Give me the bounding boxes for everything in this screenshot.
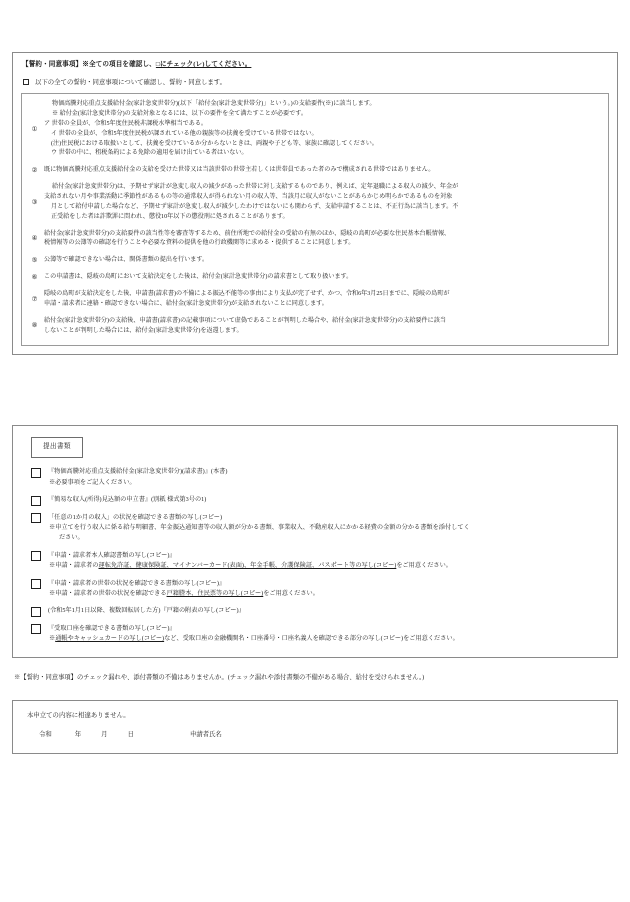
pledge-item-number: ⑤ <box>31 257 38 265</box>
document-text <box>48 513 609 544</box>
pledge-item <box>29 256 601 266</box>
pledge-item-line: 物価高騰対応重点支援給付金(家計急変世帯分)(以下「給付金(家計急変世帯分)」という。)の支給要件(※)に該当します。 <box>52 101 376 108</box>
pledge-item-text <box>44 183 601 222</box>
pledge-item <box>29 100 601 159</box>
pledge-item <box>29 317 601 337</box>
pledge-item-number: ⑥ <box>31 273 38 281</box>
pledge-item-text <box>44 230 601 250</box>
day-label: 日 <box>127 730 134 738</box>
pledge-item-number: ④ <box>31 235 38 243</box>
document-text <box>48 624 609 645</box>
pledge-item-line: この申請書は、隠岐の島町において支給決定をした後は、給付金(家計急変世帯分)の請求書として取り扱います。 <box>44 274 353 281</box>
pledge-item-line: (注)住民税における取扱いとして、扶養を受けているか分からないときは、両親や子ども等、家族に確認してください。 <box>51 140 378 147</box>
signature-statement: 本申立ての内容に相違ありません。 <box>27 712 130 719</box>
pledge-item <box>29 290 601 310</box>
pledge-heading-underline: □にチェック(レ)してください。 <box>155 61 252 68</box>
document-note <box>48 589 609 599</box>
document-note-pre: ※ <box>49 635 56 643</box>
pledge-item-text <box>44 317 601 337</box>
checkbox-icon[interactable] <box>31 551 41 561</box>
checkbox-icon[interactable] <box>31 579 41 589</box>
document-title: (令和5年1月1日以降、複数回転居した方)『戸籍の附表の写し(コピー)』 <box>48 607 245 615</box>
consent-all-label: 以下の全ての誓約・同意事項について確認し、誓約・同意します。 <box>35 79 227 87</box>
month-label: 月 <box>101 730 108 738</box>
checkbox-icon[interactable] <box>31 624 41 634</box>
document-note <box>48 478 609 488</box>
document-note-post: をご用意ください。 <box>263 589 319 597</box>
pledge-item-line: 支給されない月や事業活動に季節性があるもの等の通常収入が得られない月の収入等、当該月に収入がないことがあらかじめ明らかであるものを対象 <box>44 194 453 201</box>
pledge-item-line: 給付金(家計急変世帯分)の支給要件の該当性等を審査等するため、前住所地での給付金の受給の有無のほか、隠岐の島町が必要な住民基本台帳情報、 <box>44 230 451 237</box>
document-text <box>48 579 609 600</box>
document-title: 『物価高騰対応重点支援給付金(家計急変世帯分)(請求書)』(本書) <box>48 468 228 476</box>
pledge-item-number: ⑧ <box>31 322 38 330</box>
pledge-item-line: 正受給をした者は詐欺罪に問われ、懲役10年以下の懲役刑に処されることがあります。 <box>51 213 289 220</box>
pledge-item-line: イ 世帯の全員が、令和5年度住民税が課されている他の親族等の扶養を受けている世帯ではない。 <box>51 130 318 137</box>
document-text <box>48 495 609 505</box>
document-note <box>48 561 609 571</box>
pledge-item <box>29 273 601 283</box>
pledge-item-line: ※ 給付金(家計急変世帯分)の支給対象となるには、以下の要件を全て満たすことが必要です。 <box>52 111 307 117</box>
pledge-item-text <box>44 290 601 310</box>
pledge-items-box <box>21 93 609 346</box>
document-note-post: をご用意ください。 <box>396 562 452 570</box>
pledge-item-line: 給付金(家計急変世帯分)は、予期せず家計が急変し収入の減少があった世帯に対し支給するものであり、例えば、定年退職による収入の減少、年金が <box>52 184 459 191</box>
checkbox-icon[interactable] <box>31 513 41 523</box>
pledge-item-number: ① <box>31 125 38 133</box>
era-label: 令和 <box>39 730 52 738</box>
documents-tab-label: 提出書類 <box>31 437 83 458</box>
pledge-item-line: 公簿等で確認できない場合は、関係書類の提出を行います。 <box>44 257 209 264</box>
document-note-pre: ださい。 <box>59 534 84 542</box>
pledge-heading-note: ※全ての項目を確認し、 <box>82 61 156 68</box>
pledge-item-line: 給付金(家計急変世帯分)の支給後、申請書(請求書)の記載事項について虚偽であることが判明した場合や、給付金(家計急変世帯分)の支給要件に該当 <box>44 317 446 324</box>
applicant-name-label: 申請者氏名 <box>189 730 222 738</box>
pledge-item-number: ② <box>31 167 38 175</box>
document-title: 『簡易な収入(所得)見込額の申立書』(別紙 様式第3号の1) <box>48 496 207 504</box>
pledge-item-line: 月として給付申請した場合など、予期せず家計が急変し収入が減少したわけではないにも関わらず、支給申請することは、不正行為に該当します。不 <box>51 203 459 210</box>
pledge-item <box>29 230 601 250</box>
document-note-pre: ※必要事項をご記入ください。 <box>49 478 136 486</box>
checkbox-icon[interactable] <box>31 496 41 506</box>
document-text <box>48 606 609 616</box>
document-note-pre: ※申請・請求者の <box>49 562 99 570</box>
pledge-heading-main: 【誓約・同意事項】 <box>22 61 83 68</box>
document-note-post: など、受取口座の金融機関名・口座番号・口座名義人を確認できる部分の写し(コピー)をご用意ください。 <box>164 635 459 643</box>
document-text <box>48 467 609 488</box>
pledge-item-number: ⑦ <box>31 295 38 303</box>
document-note <box>48 634 609 644</box>
pledge-consent-section <box>12 52 618 355</box>
document-note-underlined: 戸籍謄本、住民票等の写し(コピー) <box>166 589 264 597</box>
pledge-item-text <box>44 166 601 176</box>
pledge-item <box>29 166 601 176</box>
checkbox-icon[interactable] <box>23 79 29 85</box>
document-checklist-row[interactable] <box>31 513 609 544</box>
document-checklist-row[interactable] <box>31 579 609 600</box>
document-checklist-row[interactable] <box>31 551 609 572</box>
document-note <box>48 533 609 543</box>
pledge-item-text <box>44 256 601 266</box>
pledge-item-line: 隠岐の島町が支給決定をした後、申請書(請求書)の不備による振込不能等の事由により支払が完了せず、かつ、令和6年3月25日までに、隠岐の島町が <box>44 291 450 298</box>
pledge-item-line: 税情報等の公簿等の確認を行うことや必要な資料の提供を他の行政機関等に求める・提供することに同意します。 <box>44 240 355 247</box>
pledge-item-line: ア 世帯の全員が、令和5年度住民税非課税水準相当である。 <box>44 120 208 127</box>
pledge-item-number: ③ <box>31 198 38 206</box>
pledge-item-line: ウ 世帯の中に、租税条約による免除の適用を届け出ている者はいない。 <box>51 150 248 157</box>
document-title: 『申請・請求者の世帯の状況を確認できる書類の写し(コピー)』 <box>48 579 226 587</box>
document-note-pre: ※申立てを行う収入に係る給与明細書、年金振込通知書等の収入額が分かる書類、事業収入、不動産収入にかかる経費の金額の分かる書類を添付してく <box>49 523 470 531</box>
document-text <box>48 551 609 572</box>
document-title: 『申請・請求者本人確認書類の写し(コピー)』 <box>48 551 176 559</box>
document-note-underlined: 運転免許証、健康保険証、マイナンバーカード(表面)、年金手帳、介護保険証、パスポート等の写し(コピー) <box>98 562 397 570</box>
document-checklist-row[interactable] <box>31 467 609 488</box>
pledge-item-text <box>44 273 601 283</box>
document-note-underlined: 通帳やキャッシュカードの写し(コピー) <box>55 635 165 643</box>
checkbox-icon[interactable] <box>31 607 41 617</box>
document-checklist-row[interactable] <box>31 495 609 506</box>
pledge-item-text <box>44 100 601 159</box>
warning-note: ※【誓約・同意事項】のチェック漏れや、添付書類の不備はありませんか。(チェック漏れや添付書類の不備がある場合、給付を受けられません。) <box>14 674 425 681</box>
documents-section <box>12 425 618 658</box>
documents-checklist <box>21 467 609 644</box>
document-note <box>48 523 609 533</box>
document-title: 「任意の1か月の収入」の状況を確認できる書類の写し(コピー) <box>48 513 223 521</box>
signature-date-row <box>27 730 617 740</box>
pledge-item-line: 申請・請求者に連絡・確認できない場合に、給付金(家計急変世帯分)が支給されないことに同意します。 <box>44 300 328 307</box>
consent-all-checkbox-row[interactable] <box>23 78 609 88</box>
document-note-pre: ※申請・請求者の世帯の状況を確認できる <box>49 589 167 597</box>
document-checklist-row[interactable] <box>31 624 609 645</box>
pledge-heading <box>22 60 609 70</box>
document-title: 『受取口座を確認できる書類の写し(コピー)』 <box>48 624 176 632</box>
signature-section <box>12 700 618 754</box>
document-checklist-row[interactable] <box>31 606 609 617</box>
pledge-item-line: 既に物価高騰対応重点支援給付金の支給を受けた世帯又は当該世帯の世帯主若しくは世帯員であった者のみで構成される世帯ではありません。 <box>44 167 435 174</box>
checkbox-icon[interactable] <box>31 468 41 478</box>
pledge-item <box>29 183 601 222</box>
pledge-item-line: しないことが判明した場合には、給付金(家計急変世帯分)を返還します。 <box>44 327 243 334</box>
year-label: 年 <box>74 730 82 738</box>
